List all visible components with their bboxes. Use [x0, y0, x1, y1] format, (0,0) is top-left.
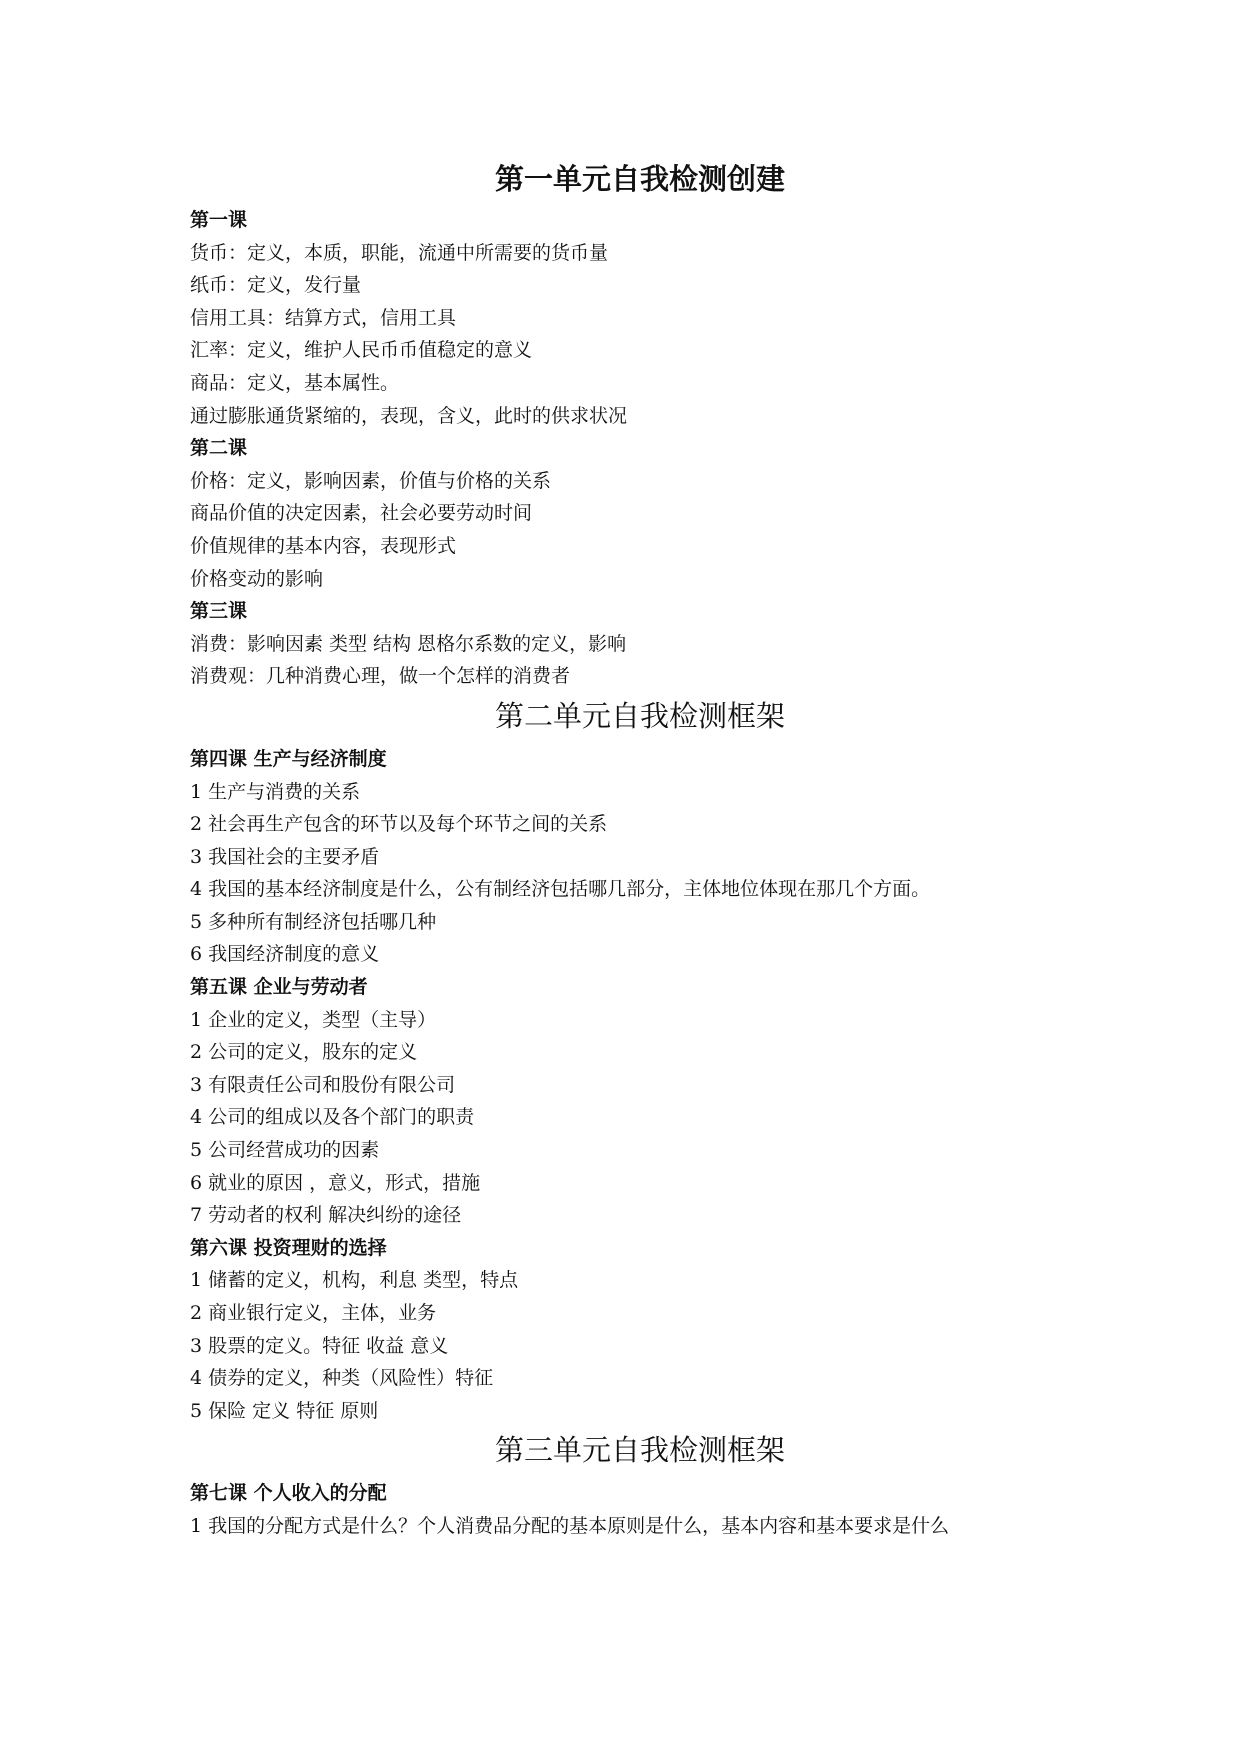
outline-line: 3 我国社会的主要矛盾 [190, 845, 380, 868]
outline-line: 1 生产与消费的关系 [190, 780, 361, 803]
document-content [190, 158, 1090, 1543]
outline-line: 4 债券的定义，种类（风险性）特征 [190, 1367, 494, 1390]
lesson-title: 第七课 个人收入的分配 [190, 1482, 387, 1505]
outline-line: 商品价值的决定因素，社会必要劳动时间 [190, 502, 533, 525]
unit-title: 第二单元自我检测框架 [494, 698, 785, 733]
outline-line: 1 我国的分配方式是什么？个人消费品分配的基本原则是什么，基本内容和基本要求是什么 [190, 1514, 950, 1537]
lesson-section [190, 204, 1090, 432]
outline-line: 7 劳动者的权利 解决纠纷的途径 [190, 1204, 462, 1227]
outline-line: 1 企业的定义，类型（主导） [190, 1008, 437, 1031]
lesson-section [190, 432, 1090, 595]
unit-title: 第一单元自我检测创建 [494, 162, 785, 196]
outline-line: 价格：定义，影响因素，价值与价格的关系 [190, 469, 552, 492]
outline-line: 2 商业银行定义，主体，业务 [190, 1302, 437, 1324]
outline-line: 通过膨胀通货紧缩的，表现，含义，此时的供求状况 [190, 404, 628, 427]
outline-line: 4 我国的基本经济制度是什么，公有制经济包括哪几部分，主体地位体现在那几个方面。 [190, 878, 931, 901]
outline-line: 6 我国经济制度的意义 [190, 943, 380, 966]
outline-line: 消费观：几种消费心理，做一个怎样的消费者 [190, 665, 571, 688]
outline-line: 4 公司的组成以及各个部门的职责 [190, 1106, 475, 1129]
lesson-title: 第三课 [190, 600, 248, 623]
outline-line: 消费：影响因素 类型 结构 恩格尔系数的定义，影响 [190, 632, 627, 655]
unit-title: 第三单元自我检测框架 [494, 1433, 785, 1468]
lesson-title: 第六课 投资理财的选择 [190, 1236, 387, 1259]
lesson-section [190, 1232, 1090, 1428]
lesson-section [190, 1477, 1090, 1542]
outline-line: 价格变动的影响 [190, 567, 324, 590]
lesson-title: 第四课 生产与经济制度 [190, 747, 387, 770]
lesson-title: 第一课 [190, 209, 248, 231]
lesson-section [190, 971, 1090, 1232]
lesson-section [190, 743, 1090, 971]
outline-line: 纸币：定义，发行量 [190, 274, 362, 297]
outline-line: 价值规律的基本内容，表现形式 [190, 534, 457, 557]
outline-line: 3 股票的定义。特征 收益 意义 [190, 1334, 449, 1357]
outline-line: 商品：定义，基本属性。 [190, 371, 400, 394]
outline-line: 5 多种所有制经济包括哪几种 [190, 910, 437, 933]
lesson-section [190, 595, 1090, 693]
outline-line: 货币：定义，本质，职能，流通中所需要的货币量 [190, 241, 609, 264]
outline-line: 5 保险 定义 特征 原则 [190, 1399, 379, 1422]
outline-line: 信用工具：结算方式，信用工具 [190, 306, 457, 329]
outline-line: 1 储蓄的定义，机构，利息 类型，特点 [190, 1269, 519, 1292]
outline-line: 6 就业的原因 ，意义，形式，措施 [190, 1171, 481, 1194]
lesson-title: 第五课 企业与劳动者 [190, 976, 368, 999]
lesson-title: 第二课 [190, 437, 248, 460]
outline-line: 2 社会再生产包含的环节以及每个环节之间的关系 [190, 813, 608, 836]
outline-line: 汇率：定义，维护人民币币值稳定的意义 [190, 339, 533, 362]
outline-line: 5 公司经营成功的因素 [190, 1139, 380, 1162]
outline-line: 2 公司的定义，股东的定义 [190, 1041, 418, 1064]
outline-line: 3 有限责任公司和股份有限公司 [190, 1073, 456, 1096]
